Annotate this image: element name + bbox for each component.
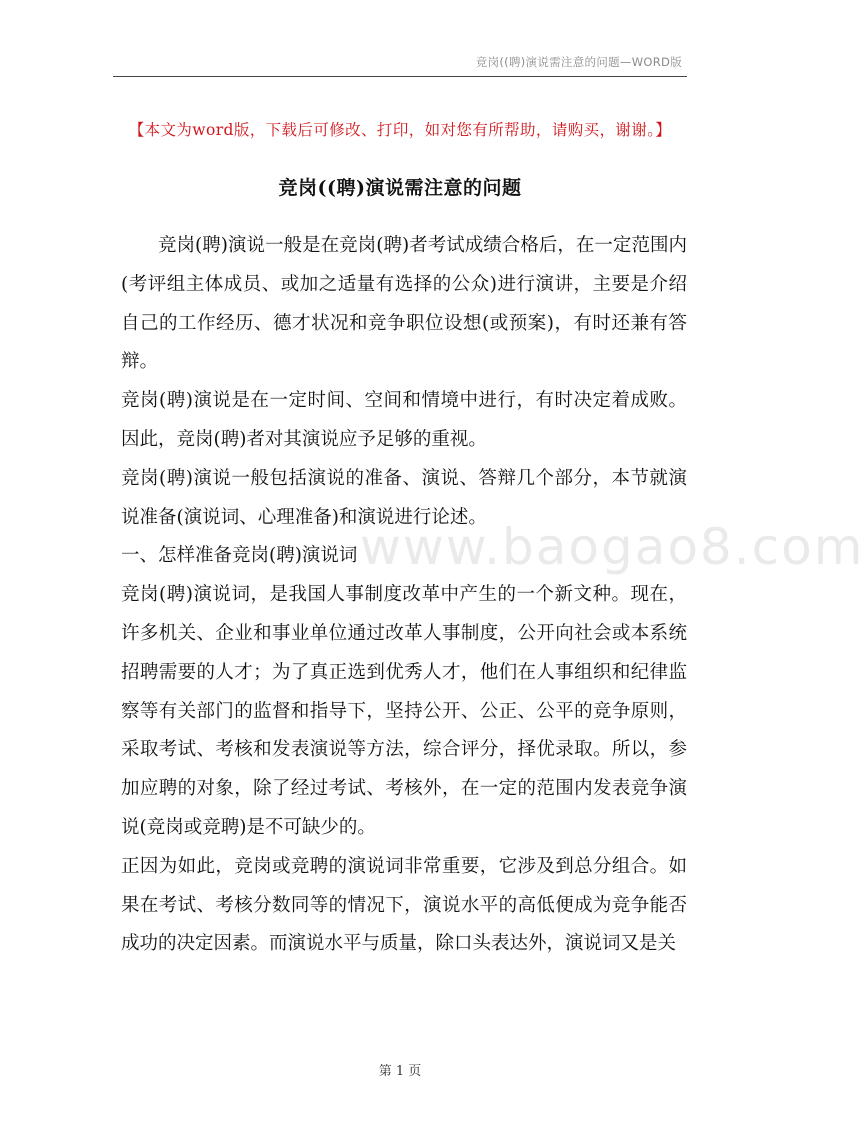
document-title: 竞岗((聘)演说需注意的问题 <box>278 177 522 199</box>
section-heading: 一、怎样准备竞岗(聘)演说词 <box>121 545 358 567</box>
paragraph: 竞岗(聘)演说是在一定时间、空间和情境中进行，有时决定着成败。因此，竞岗(聘)者对其演说应予足够的重视。 <box>121 390 687 450</box>
page-number: 第 1 页 <box>378 1064 422 1079</box>
purchase-notice: 【本文为word版，下载后可修改、打印，如对您有所帮助，请购买，谢谢。】 <box>128 121 672 139</box>
document-body <box>121 227 687 964</box>
paragraph: 竞岗(聘)演说词，是我国人事制度改革中产生的一个新文种。现在，许多机关、企业和事业单位通过改革人事制度，公开向社会或本系统招聘需要的人才；为了真正选到优秀人才，他们在人事组织和纪律监察等有关部门的监督和指导下，坚持公开、公正、公平的竞争原则，采取考试、考核和发表演说等方法，综合评分，择优录取。所以，参加应聘的对象，除了经过考试、考核外，在一定的范围内发表竞争演说(竞岗或竞聘)是不可缺少的。 <box>121 584 687 838</box>
paragraph: 正因为如此，竞岗或竞聘的演说词非常重要，它涉及到总分组合。如果在考试、考核分数同等的情况下，演说水平的高低便成为竞争能否成功的决定因素。而演说水平与质量，除口头表达外，演说词又是关 <box>121 855 687 955</box>
paragraph: 竞岗(聘)演说一般是在竞岗(聘)者考试成绩合格后，在一定范围内(考评组主体成员、或加之适量有选择的公众)进行演讲，主要是介绍自己的工作经历、德才状况和竞争职位设想(或预案)，有时还兼有答辩。 <box>121 235 687 373</box>
paragraph: 竞岗(聘)演说一般包括演说的准备、演说、答辩几个部分，本节就演说准备(演说词、心理准备)和演说进行论述。 <box>121 467 687 528</box>
header-divider <box>113 76 687 77</box>
watermark: www.baogao8.com <box>360 518 864 576</box>
running-header: 竞岗((聘)演说需注意的问题—WORD版 <box>475 55 682 69</box>
